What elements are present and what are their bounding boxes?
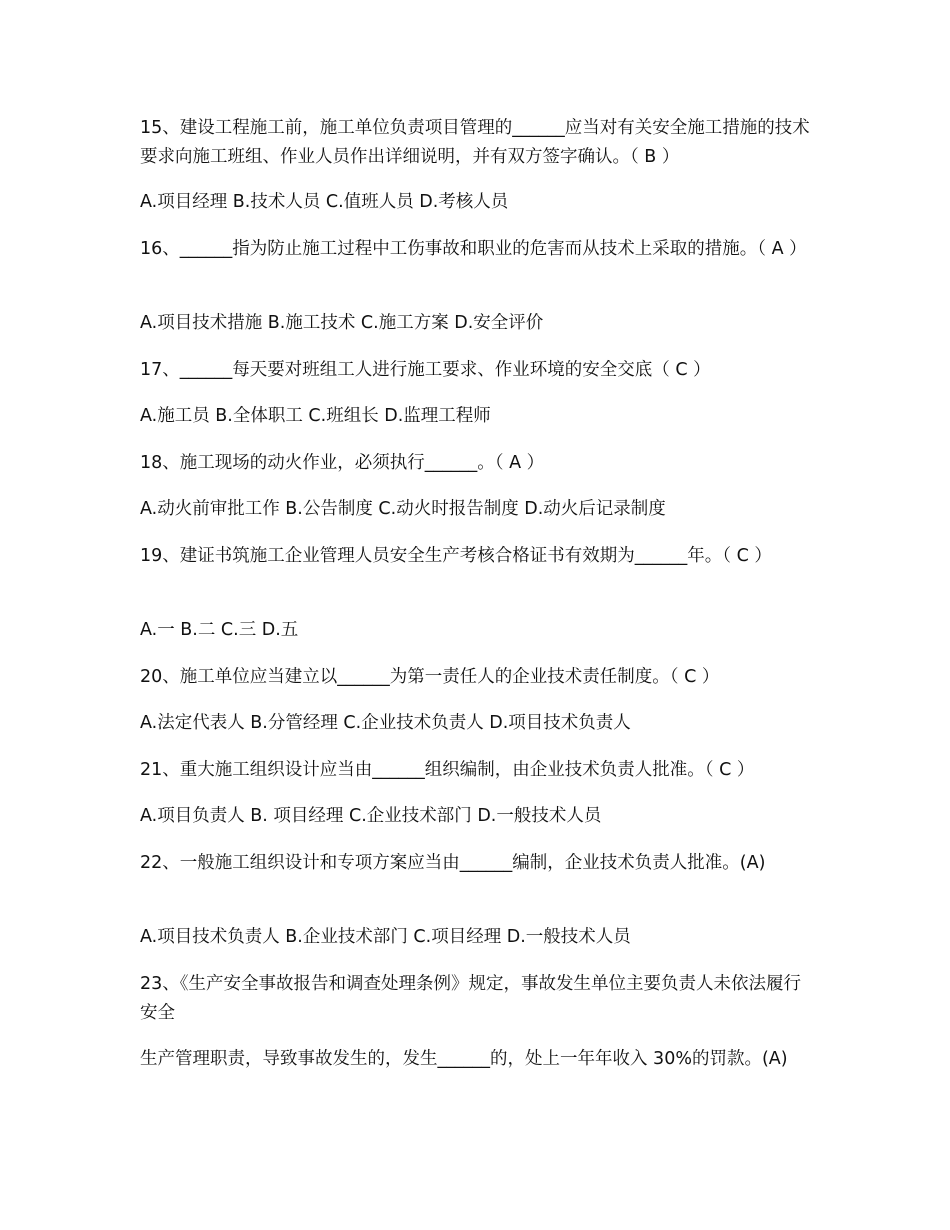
question-22: 22、一般施工组织设计和专项方案应当由______编制，企业技术负责人批准。(A) <box>140 853 766 873</box>
question-16: 16、______指为防止施工过程中工伤事故和职业的危害而从技术上采取的措施。（ A ） <box>140 239 807 259</box>
question-17: 17、______每天要对班组工人进行施工要求、作业环境的安全交底（ C ） <box>140 360 711 380</box>
question-20: 20、施工单位应当建立以______为第一责任人的企业技术责任制度。（ C ） <box>140 667 720 687</box>
options-17: A.施工员 B.全体职工 C.班组长 D.监理工程师 <box>140 406 491 426</box>
options-15: A.项目经理 B.技术人员 C.值班人员 D.考核人员 <box>140 192 509 212</box>
options-18: A.动火前审批工作 B.公告制度 C.动火时报告制度 D.动火后记录制度 <box>140 499 666 519</box>
question-15: 15、建设工程施工前，施工单位负责项目管理的______应当对有关安全施工措施的技术要求向施工班组、作业人员作出详细说明，并有双方签字确认。（ B ） <box>140 118 810 167</box>
options-19: A.一 B.二 C.三 D.五 <box>140 620 299 640</box>
options-21: A.项目负责人 B. 项目经理 C.企业技术部门 D.一般技术人员 <box>140 806 602 826</box>
question-21: 21、重大施工组织设计应当由______组织编制，由企业技术负责人批准。（ C ） <box>140 760 755 780</box>
options-20: A.法定代表人 B.分管经理 C.企业技术负责人 D.项目技术负责人 <box>140 713 631 733</box>
options-16: A.项目技术措施 B.施工技术 C.施工方案 D.安全评价 <box>140 313 544 333</box>
question-23-part2: 生产管理职责，导致事故发生的，发生______的，处上一年年收入 30%的罚款。(A) <box>140 1049 788 1069</box>
question-23-part1: 23、《生产安全事故报告和调查处理条例》规定，事故发生单位主要负责人未依法履行安全 <box>140 974 802 1023</box>
question-19: 19、建证书筑施工企业管理人员安全生产考核合格证书有效期为______年。（ C ） <box>140 546 772 566</box>
question-18: 18、施工现场的动火作业，必须执行______。（ A ） <box>140 453 545 473</box>
options-22: A.项目技术负责人 B.企业技术部门 C.项目经理 D.一般技术人员 <box>140 927 631 947</box>
